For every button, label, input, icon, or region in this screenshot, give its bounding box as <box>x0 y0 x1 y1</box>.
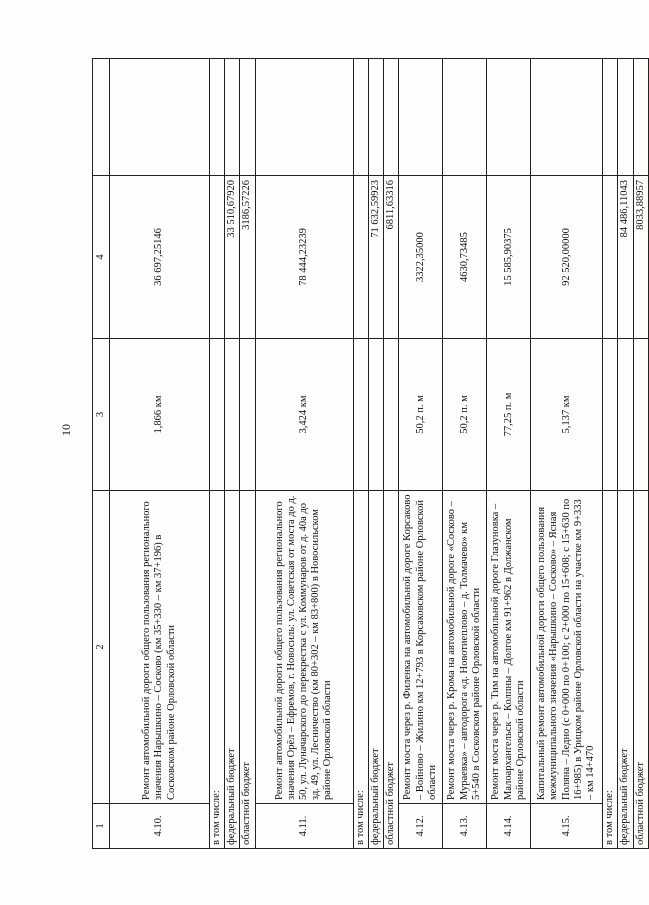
row-number: 4.11. <box>255 804 353 849</box>
federal-label: федеральный бюджет <box>368 491 383 849</box>
row-number: 4.14. <box>487 804 531 849</box>
row-quantity: 3,424 км <box>255 339 353 491</box>
table-row <box>443 59 487 849</box>
federal-label: федеральный бюджет <box>225 491 240 849</box>
subtotal-row <box>225 59 240 849</box>
header-cell-4: 4 <box>93 176 110 339</box>
subtotal-row <box>368 59 383 849</box>
rotated-table-wrapper <box>92 59 646 849</box>
row-quantity: 50,2 п. м <box>443 339 487 491</box>
work-description: Ремонт автомобильной дороги общего пользования регионального значения Орёл – Ефремов, г. Новосиль: ул. Советская от моста до д. 50, ул. Луначарского до перекрестка с ул. Коммунаров от д. 40а до зд. 49, ул. Лесничество (км 80+302 – км 83+800) в Новосильском районе Орловской области <box>255 491 353 804</box>
row-amount: 92 520,00000 <box>531 176 603 339</box>
blank-cell <box>443 59 487 176</box>
row-number: 4.15. <box>531 804 603 849</box>
row-quantity: 1,866 км <box>110 339 210 491</box>
table-row <box>110 59 210 849</box>
regional-amount: 6811,63316 <box>384 176 399 339</box>
row-amount: 3322,35000 <box>399 176 443 339</box>
page-number: 10 <box>59 424 73 436</box>
regional-amount: 8033,88957 <box>633 176 648 339</box>
subtotal-row <box>353 59 368 849</box>
work-description: Ремонт моста через р. Тим на автомобильной дороге Глазуновка – Малоархангельск – Колпны – Долгое км 91+962 в Должанском районе Орловской области <box>487 491 531 804</box>
row-number: 4.10. <box>110 804 210 849</box>
work-description: Ремонт моста через р. Крома на автомобильной дороге «Сосково – Мураевка» – автодорога «д. Новотиеплово – д. Толмачево» км 5+540 в Сосковском районе Орловской области <box>443 491 487 804</box>
row-number: 4.13. <box>443 804 487 849</box>
regional-amount: 3186,57226 <box>240 176 255 339</box>
regional-label: областной бюджет <box>633 491 648 849</box>
including-label: в том числе: <box>603 491 618 849</box>
blank-cell <box>487 59 531 176</box>
header-cell-1: 1 <box>93 804 110 849</box>
blank-cell <box>110 59 210 176</box>
row-amount: 15 585,90375 <box>487 176 531 339</box>
subtotal-row <box>633 59 648 849</box>
header-row <box>93 59 110 849</box>
row-quantity: 5,137 км <box>531 339 603 491</box>
blank-cell <box>531 59 603 176</box>
regional-label: областной бюджет <box>240 491 255 849</box>
work-description: Ремонт автомобильной дороги общего пользования регионального значения Нарышкино – Сосково (км 35+330 – км 37+196) в Сосковском районе Орловской области <box>110 491 210 804</box>
subtotal-row <box>240 59 255 849</box>
row-quantity: 77,25 п. м <box>487 339 531 491</box>
work-description: Капитальный ремонт автомобильной дороги общего пользования межмуниципального значения «Нарышкино – Сосково» – Ясная Поляна – Ледно (с 0+000 по 0+100; с 2+000 по 15+608; с 15+630 по 16+985) в Урицком районе Орловской области на участке км 9+333 – км 14+470 <box>531 491 603 804</box>
table-row <box>531 59 603 849</box>
including-label: в том числе: <box>210 491 225 849</box>
subtotal-row <box>210 59 225 849</box>
blank-cell <box>399 59 443 176</box>
row-amount: 36 697,25146 <box>110 176 210 339</box>
federal-amount: 84 486,11043 <box>618 176 633 339</box>
blank-cell <box>255 59 353 176</box>
including-label: в том числе: <box>353 491 368 849</box>
work-description: Ремонт моста через р. Филенка на автомобильной дороге Корсаково – Войново – Жилино км 12+793 в Корсаковском районе Орловской области <box>399 491 443 804</box>
row-amount: 78 444,23239 <box>255 176 353 339</box>
blank-cell <box>93 59 110 176</box>
row-quantity: 50,2 п. м <box>399 339 443 491</box>
subtotal-row <box>384 59 399 849</box>
row-amount: 4630,73485 <box>443 176 487 339</box>
table-row <box>487 59 531 849</box>
header-cell-2: 2 <box>93 491 110 804</box>
regional-label: областной бюджет <box>384 491 399 849</box>
federal-amount: 33 510,67920 <box>225 176 240 339</box>
header-cell-3: 3 <box>93 339 110 491</box>
subtotal-row <box>603 59 618 849</box>
subtotal-row <box>618 59 633 849</box>
table-row <box>255 59 353 849</box>
row-number: 4.12. <box>399 804 443 849</box>
federal-amount: 71 632,59923 <box>368 176 383 339</box>
table-row <box>399 59 443 849</box>
federal-label: федеральный бюджет <box>618 491 633 849</box>
budget-table <box>92 58 649 849</box>
